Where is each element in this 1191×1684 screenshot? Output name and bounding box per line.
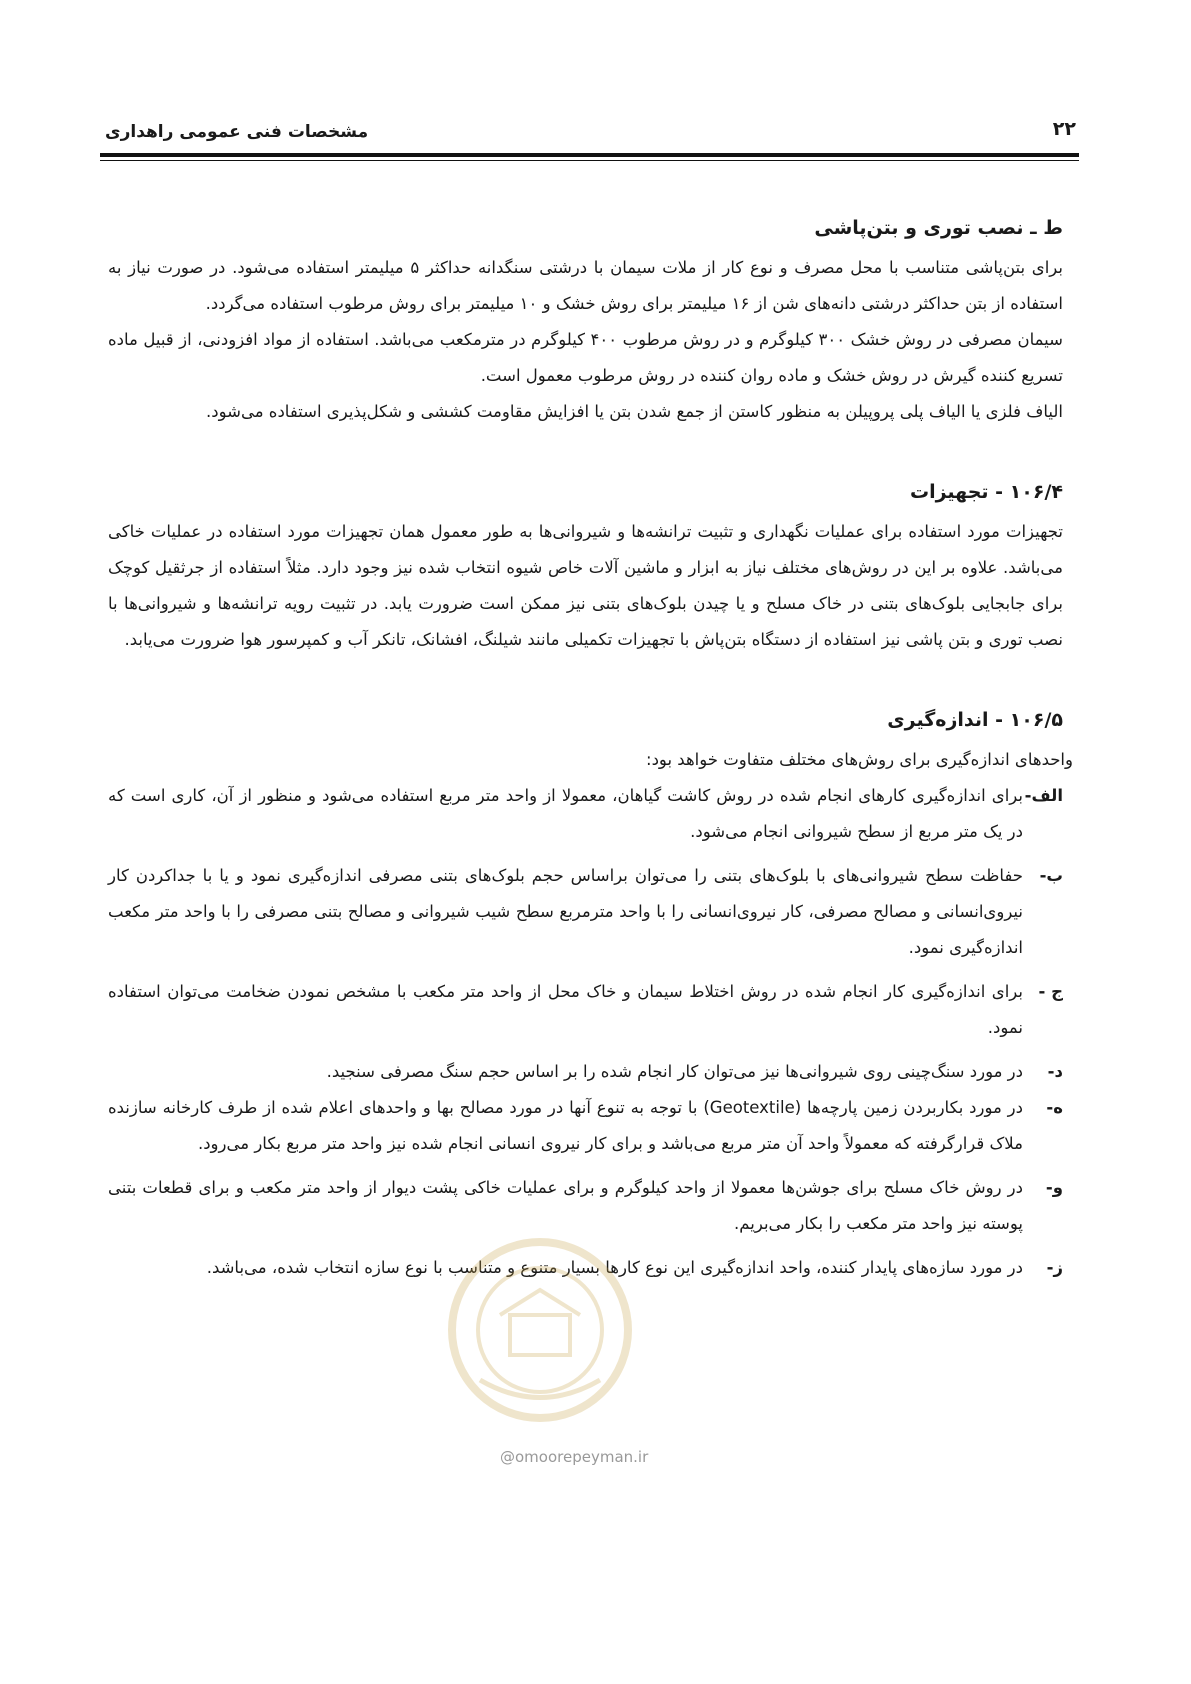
list-marker: ج -	[1038, 982, 1063, 1001]
list-item-text: در روش خاک مسلح برای جوشن‌ها معمولا از واحد کیلوگرم و برای عملیات خاکی پشت دیوار از واحد متر مکعب و برای قطعات بتنی پوسته نیز واحد متر مکعب را بکار می‌بریم.	[108, 1178, 1023, 1233]
list-item-dal	[108, 1054, 1063, 1090]
page-number: ۲۲	[1052, 118, 1076, 140]
section-t-paragraph-2: سیمان مصرفی در روش خشک ۳۰۰ کیلوگرم و در روش مرطوب ۴۰۰ کیلوگرم در مترمکعب می‌باشد. استفاده از مواد افزودنی، از قبیل ماده تسریع کننده گیرش در روش خشک و ماده روان کننده در روش مرطوب معمول است.	[108, 330, 1063, 385]
header-rule-thick	[100, 153, 1079, 157]
list-marker: ه-	[1046, 1098, 1063, 1117]
list-marker: الف-	[1024, 786, 1063, 805]
running-title: مشخصات فنی عمومی راهداری	[105, 122, 369, 142]
section-106-4-heading: ۱۰۶/۴ - تجهیزات	[910, 481, 1063, 503]
list-item-alef	[108, 778, 1063, 850]
section-106-5-heading: ۱۰۶/۵ - اندازه‌گیری	[887, 709, 1063, 731]
section-106-4-paragraph: تجهیزات مورد استفاده برای عملیات نگهداری و تثبیت ترانشه‌ها و شیروانی‌ها به طور معمول همان تجهیزات مورد استفاده در عملیات خاکی می‌باشد. علاوه بر این در روش‌های مختلف نیاز به ابزار و ماشین آلات خاص شیوه انتخاب شده نیز وجود دارد. مثلاً استفاده از جرثقیل کوچک برای جابجایی بلوک‌های بتنی در خاک مسلح و یا چیدن بلوک‌های بتنی نیز ممکن است ضرورت یابد. در تثبیت رویه ترانشه‌ها و شیروانی‌ها با نصب توری و بتن پاشی نیز استفاده از دستگاه بتن‌پاش با تجهیزات تکمیلی مانند شیلنگ، افشانک، تانکر آب و کمپرسور هوا ضرورت می‌یابد.	[108, 522, 1063, 649]
section-t-paragraph-1: برای بتن‌پاشی متناسب با محل مصرف و نوع کار از ملات سیمان با درشتی سنگدانه حداکثر ۵ میلیمتر استفاده می‌شود. در صورت نیاز به استفاده از بتن حداکثر درشتی دانه‌های شن از ۱۶ میلیمتر برای روش خشک و ۱۰ میلیمتر برای روش مرطوب استفاده می‌گردد.	[108, 258, 1063, 313]
page-body	[108, 210, 1073, 1286]
list-marker: و-	[1045, 1178, 1063, 1197]
list-marker: ز-	[1046, 1258, 1063, 1277]
list-marker: ب-	[1039, 866, 1063, 885]
page-header	[105, 118, 1076, 148]
list-item-text: در مورد بکاربردن زمین پارچه‌ها (Geotextile) با توجه به تنوع آنها در مورد مصالح بها و واحدهای اعلام شده از طرف کارخانه سازنده ملاک قرارگرفته که معمولاً واحد آن متر مربع می‌باشد و برای کار نیروی انسانی انجام شده نیز واحد متر مربع بکار می‌رود.	[108, 1098, 1023, 1153]
list-item-be	[108, 858, 1063, 966]
list-item-jim	[108, 974, 1063, 1046]
list-item-text: در مورد سازه‌های پایدار کننده، واحد اندازه‌گیری این نوع کارها بسیار متنوع و متناسب با نوع سازه انتخاب شده، می‌باشد.	[206, 1258, 1023, 1277]
list-item-text: برای اندازه‌گیری کار انجام شده در روش اختلاط سیمان و خاک محل از واحد متر مکعب با مشخص نمودن ضخامت می‌توان استفاده نمود.	[108, 982, 1023, 1037]
section-t-heading: ط ـ نصب توری و بتن‌پاشی	[814, 217, 1063, 239]
watermark-text: @omoorepeyman.ir	[500, 1448, 649, 1466]
list-item-text: حفاظت سطح شیروانی‌های با بلوک‌های بتنی را می‌توان براساس حجم بلوک‌های بتنی مصرفی اندازه‌گیری نمود و یا با جداکردن کار نیروی‌انسانی و مصالح مصرفی، کار نیروی‌انسانی را با واحد مترمربع سطح شیب شیروانی و مصالح بتنی مصرفی را با واحد متر مکعب اندازه‌گیری نمود.	[108, 866, 1023, 957]
list-item-text: برای اندازه‌گیری کارهای انجام شده در روش کاشت گیاهان، معمولا از واحد متر مربع استفاده می‌شود و منظور از آن، کاری است که در یک متر مربع از سطح شیروانی انجام می‌شود.	[108, 786, 1023, 841]
list-item-text: در مورد سنگ‌چینی روی شیروانی‌ها نیز می‌توان کار انجام شده را بر اساس حجم سنگ مصرفی سنجید.	[326, 1062, 1023, 1081]
list-marker: د-	[1047, 1062, 1063, 1081]
section-t-paragraph-3: الیاف فلزی یا الیاف پلی پروپیلن به منظور کاستن از جمع شدن بتن یا افزایش مقاومت کششی و شکل‌پذیری استفاده می‌شود.	[206, 402, 1063, 421]
header-rule-thin	[100, 160, 1079, 161]
list-item-he	[108, 1090, 1063, 1162]
watermark-seal-icon	[440, 1230, 640, 1430]
section-106-5-intro: واحدهای اندازه‌گیری برای روش‌های مختلف متفاوت خواهد بود:	[646, 750, 1073, 769]
